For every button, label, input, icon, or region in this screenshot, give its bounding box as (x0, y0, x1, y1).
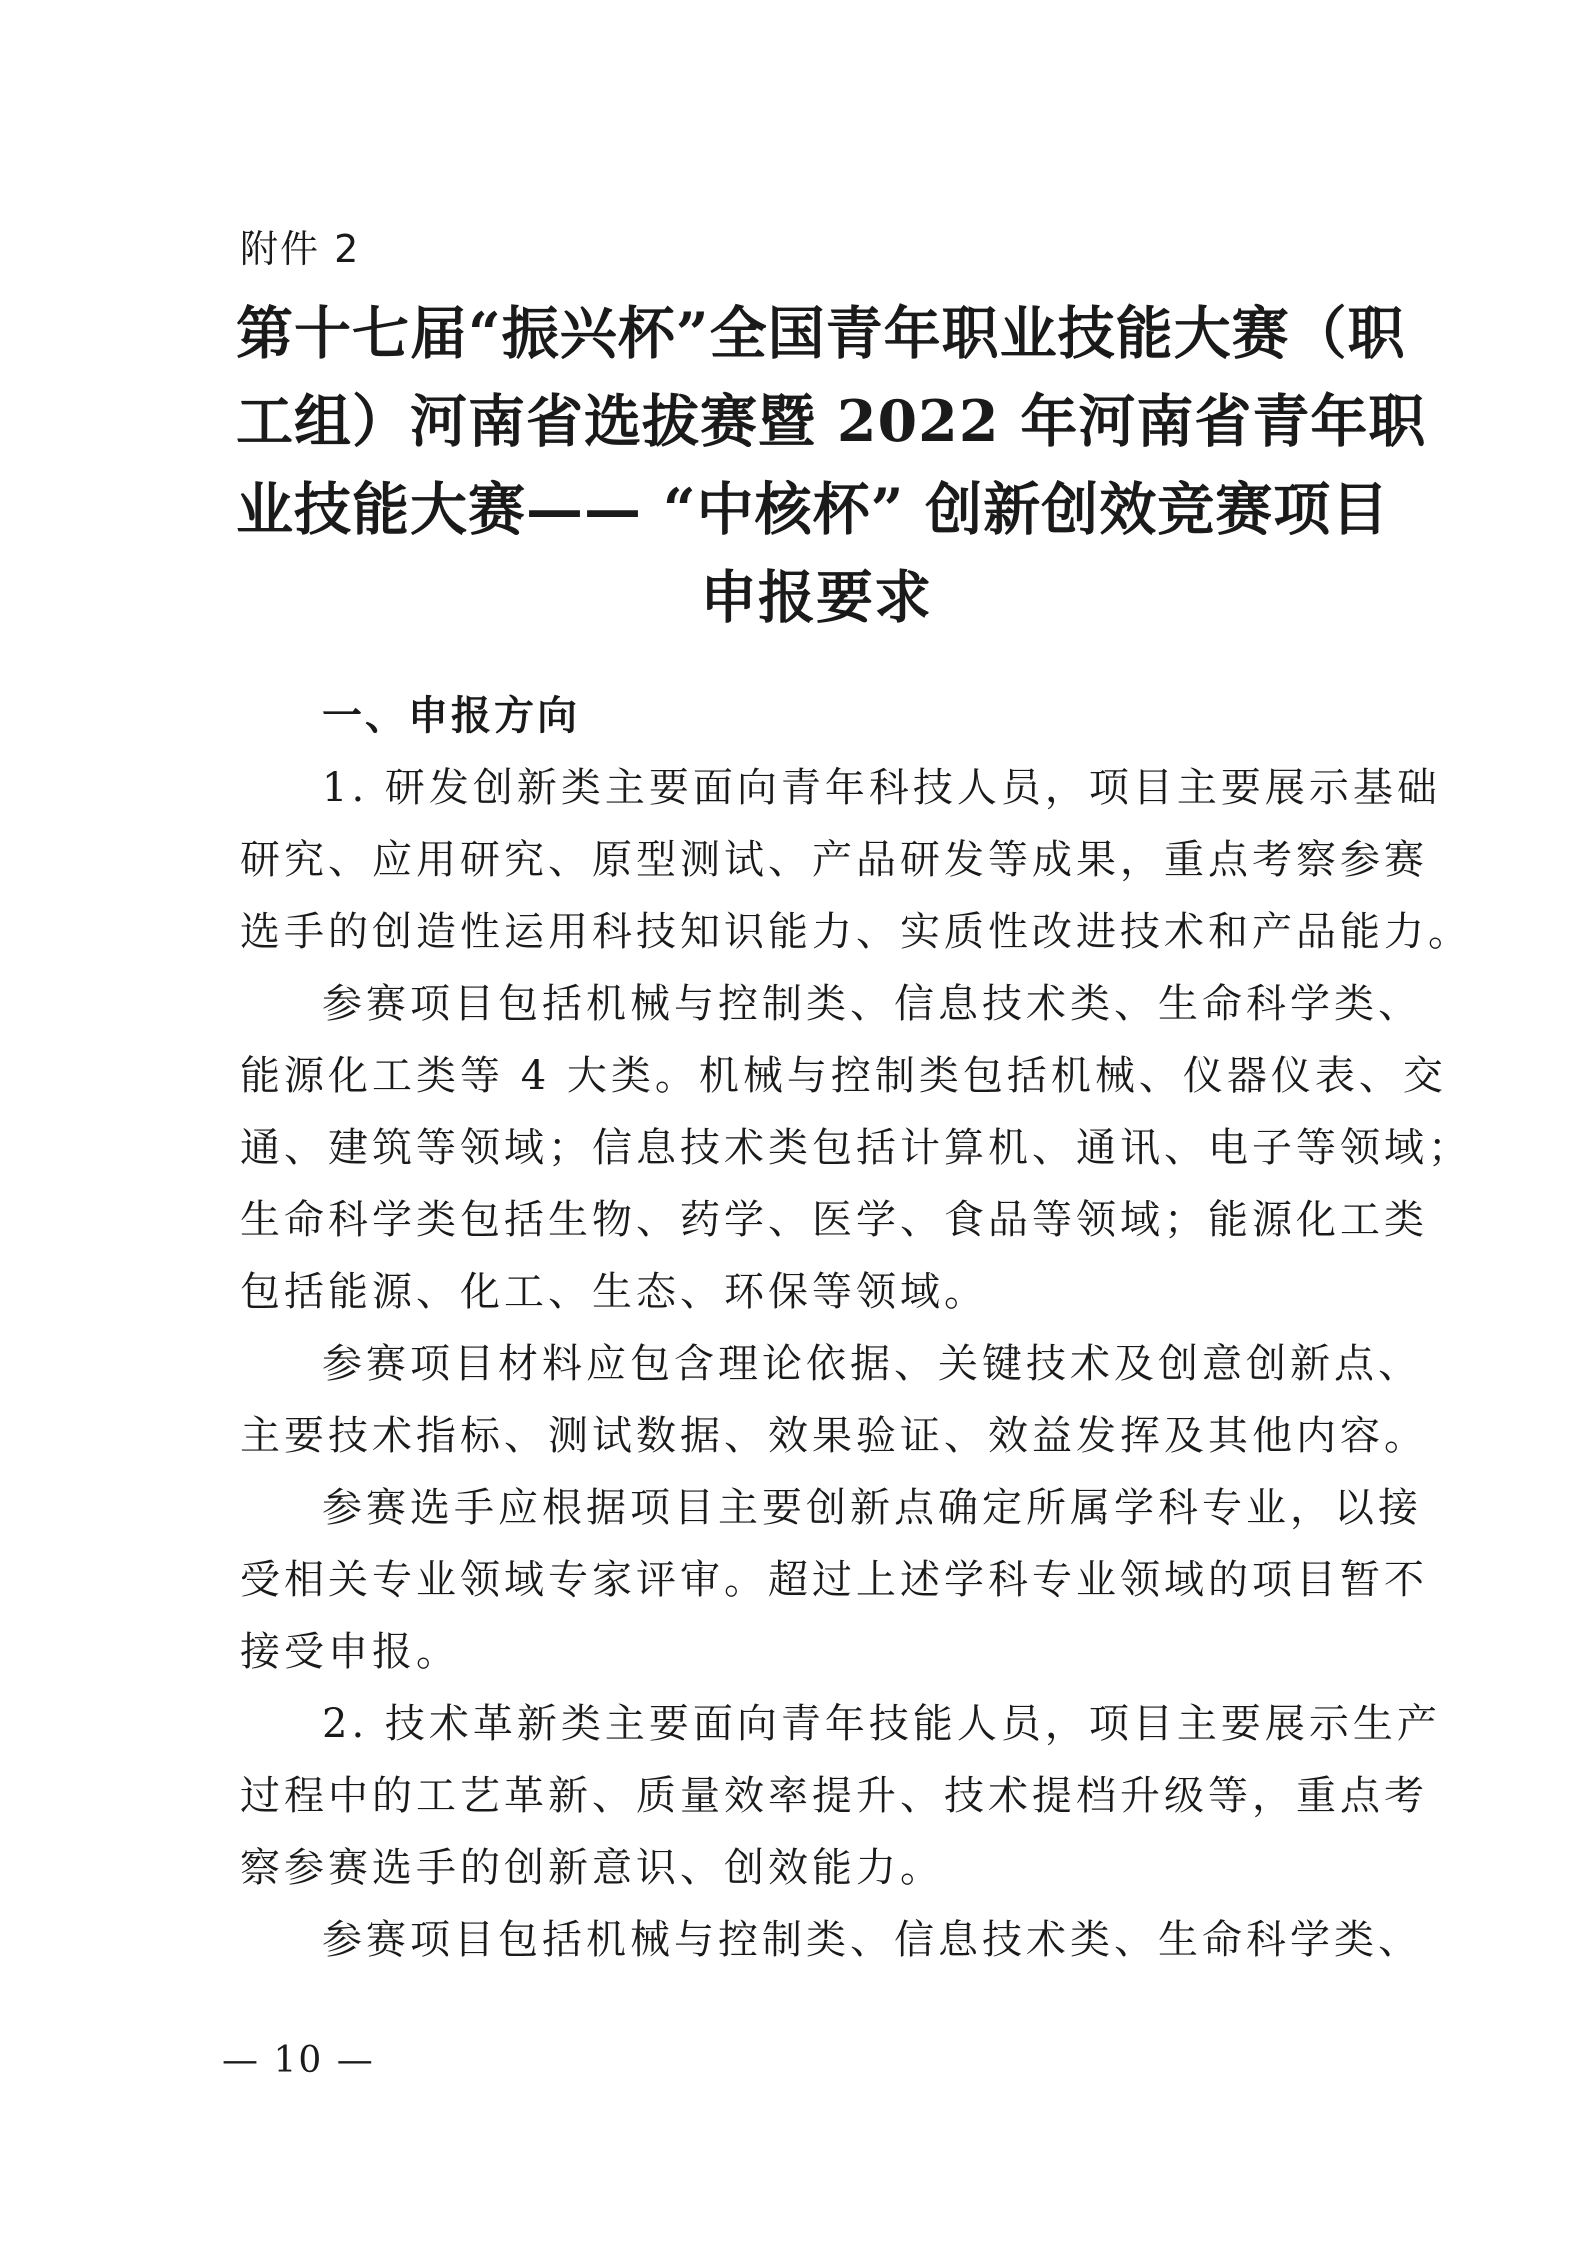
paragraph-line: 1. 研发创新类主要面向青年科技人员，项目主要展示基础 (322, 765, 1441, 811)
title-line: 第十七届“振兴杯”全国青年职业技能大赛（职 (236, 300, 1406, 367)
page-number: — 10 — (222, 2040, 375, 2081)
paragraph-line: 受相关专业领域专家评审。超过上述学科专业领域的项目暂不 (240, 1557, 1428, 1603)
paragraph-line: 生命科学类包括生物、药学、医学、食品等领域；能源化工类 (240, 1197, 1428, 1243)
paragraph-line: 2. 技术革新类主要面向青年技能人员，项目主要展示生产 (322, 1701, 1441, 1747)
attachment-label: 附件 2 (240, 227, 361, 271)
paragraph-line: 参赛项目包括机械与控制类、信息技术类、生命科学类、 (322, 981, 1422, 1027)
paragraph-line: 包括能源、化工、生态、环保等领域。 (240, 1269, 988, 1315)
paragraph-line: 参赛选手应根据项目主要创新点确定所属学科专业，以接 (322, 1485, 1422, 1531)
paragraph-line: 选手的创造性运用科技知识能力、实质性改进技术和产品能力。 (240, 909, 1472, 955)
paragraph-line: 研究、应用研究、原型测试、产品研发等成果，重点考察参赛 (240, 837, 1428, 883)
paragraph-line: 过程中的工艺革新、质量效率提升、技术提档升级等，重点考 (240, 1773, 1428, 1819)
paragraph-line: 察参赛选手的创新意识、创效能力。 (240, 1845, 944, 1891)
title-line: 业技能大赛—— “中核杯” 创新创效竞赛项目 (236, 476, 1390, 543)
paragraph-line: 参赛项目材料应包含理论依据、关键技术及创意创新点、 (322, 1341, 1422, 1387)
section-heading: 一、申报方向 (322, 693, 580, 739)
document-title (236, 290, 1427, 642)
title-line: 申报要求 (700, 564, 932, 631)
paragraph-line: 接受申报。 (240, 1629, 460, 1675)
document-body (240, 680, 1472, 1976)
paragraph-line: 参赛项目包括机械与控制类、信息技术类、生命科学类、 (322, 1917, 1422, 1963)
title-line: 工组）河南省选拔赛暨 2022 年河南省青年职 (236, 388, 1427, 455)
paragraph-line: 通、建筑等领域；信息技术类包括计算机、通讯、电子等领域； (240, 1125, 1472, 1171)
paragraph-line: 主要技术指标、测试数据、效果验证、效益发挥及其他内容。 (240, 1413, 1428, 1459)
paragraph-line: 能源化工类等 4 大类。机械与控制类包括机械、仪器仪表、交 (240, 1053, 1447, 1099)
